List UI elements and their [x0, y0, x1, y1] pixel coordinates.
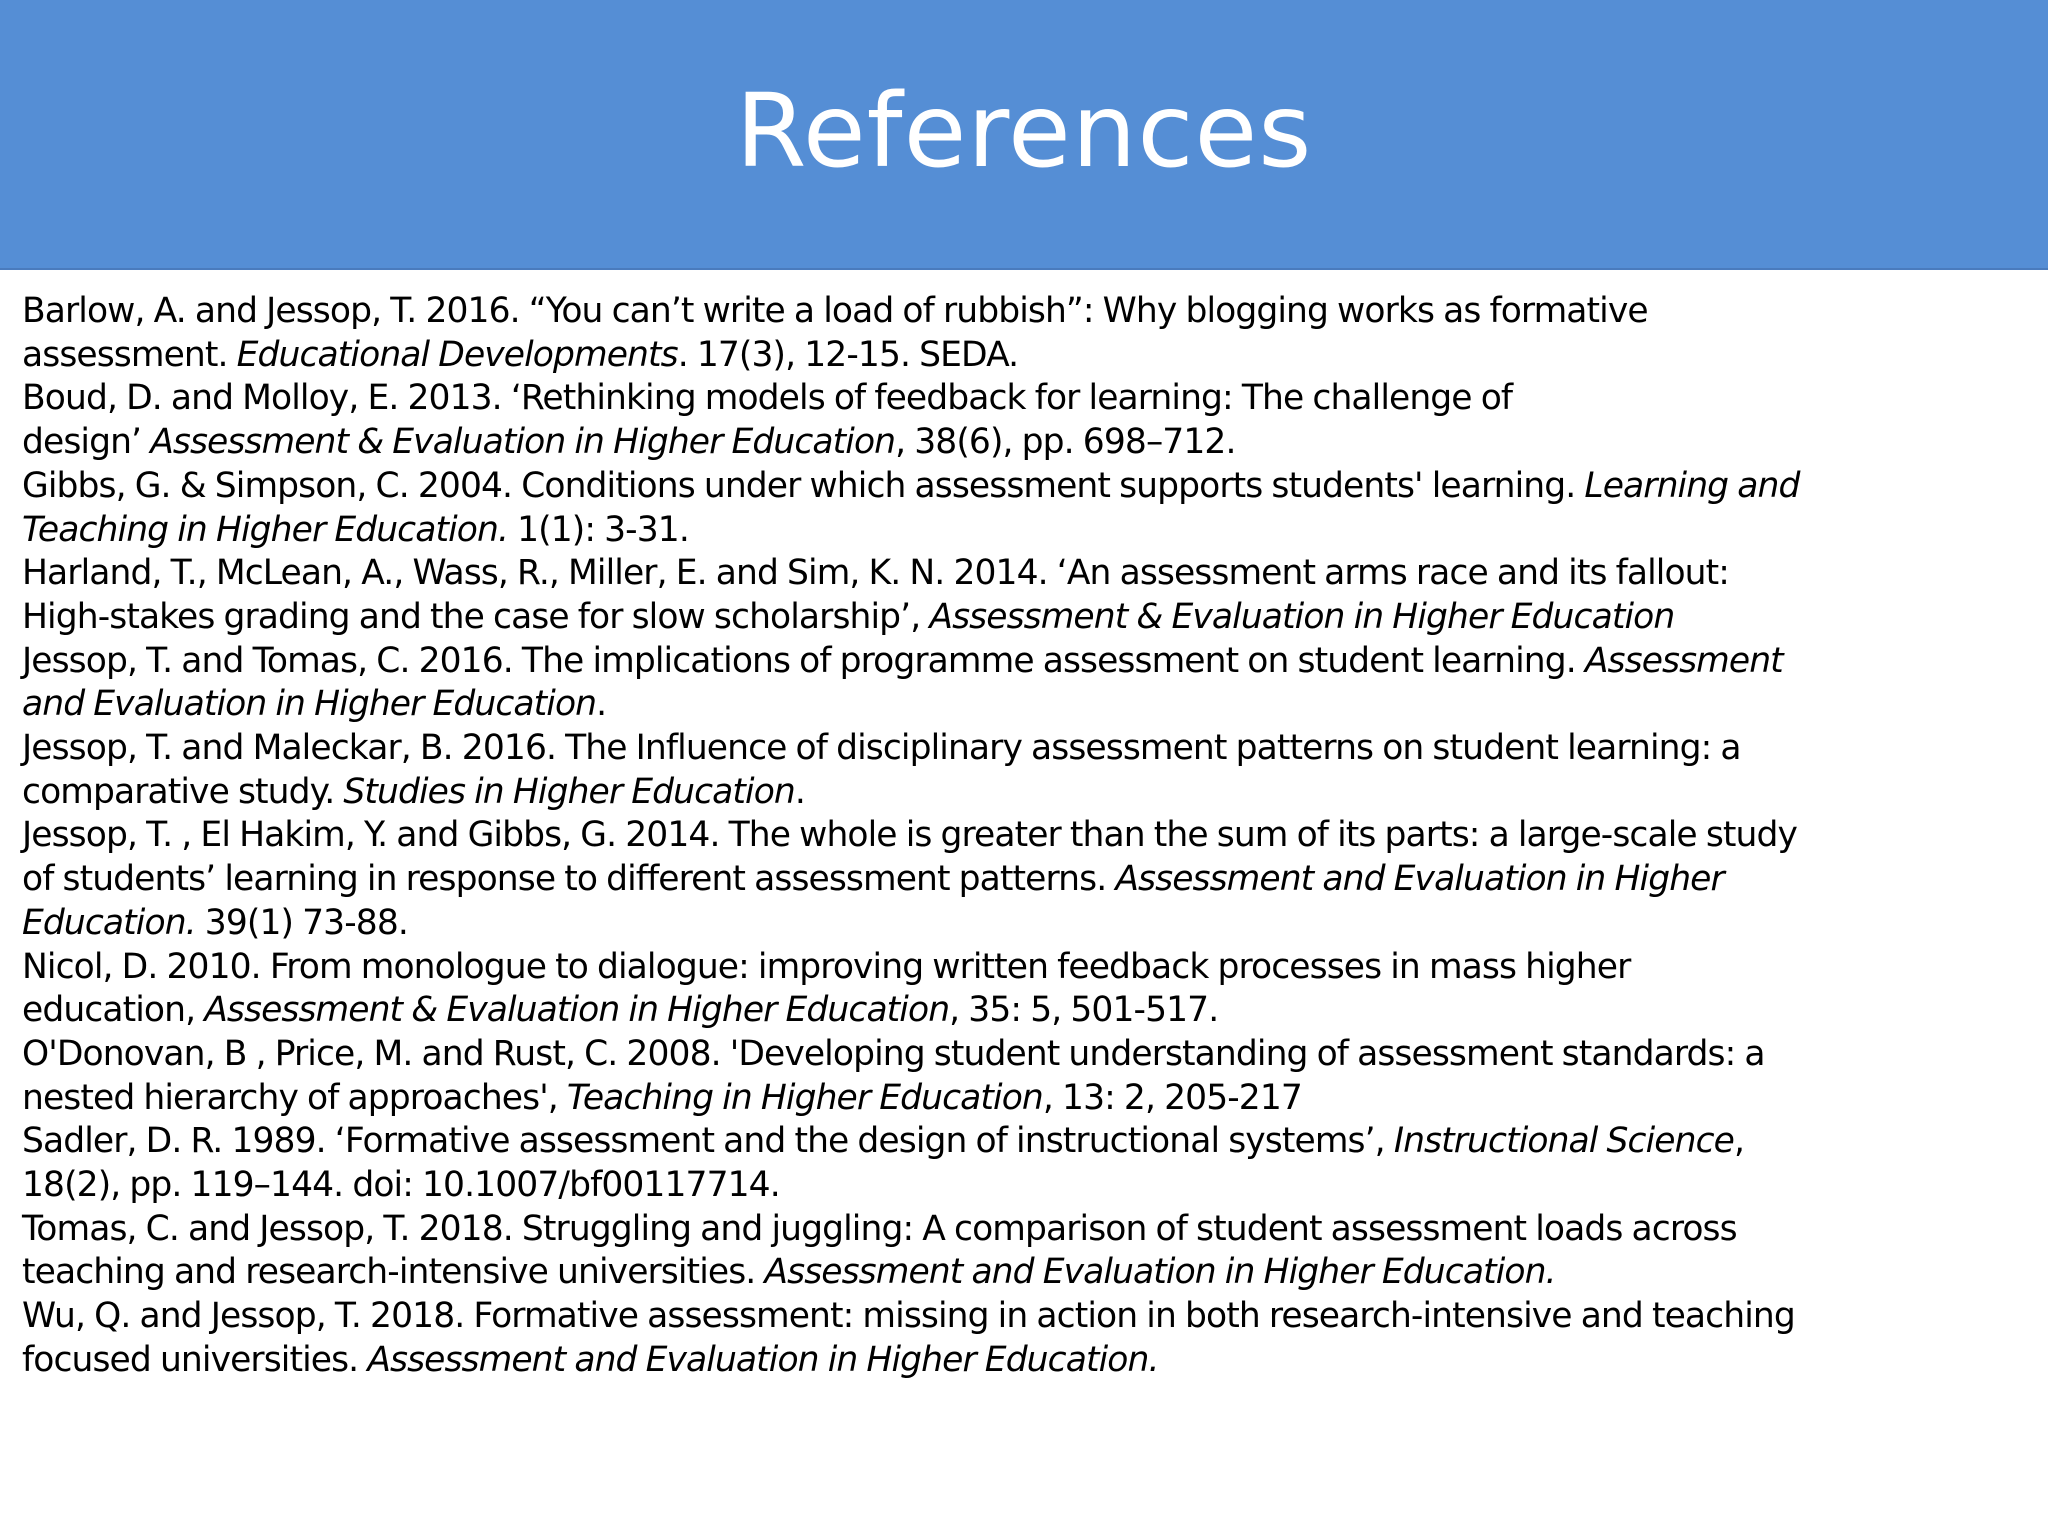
slide-title: References [735, 72, 1313, 191]
reference-text: comparative study. [22, 771, 344, 812]
reference-source-italic: Assessment and Evaluation in Higher Education. [764, 1252, 1556, 1293]
reference-entry [22, 377, 2022, 464]
reference-text: design’ [22, 422, 151, 463]
reference-text: 1(1): 3-31. [508, 509, 689, 550]
reference-entry [22, 727, 2022, 814]
reference-entry [22, 1295, 2022, 1382]
reference-entry [22, 814, 2022, 945]
reference-line [22, 334, 2022, 378]
reference-line [22, 946, 2022, 990]
reference-entry [22, 552, 2022, 639]
reference-source-italic: Assessment & Evaluation in Higher Education [204, 990, 950, 1031]
reference-text: Wu, Q. and Jessop, T. 2018. Formative assessment: missing in action in both research-intensive and teaching [22, 1296, 1795, 1337]
reference-line [22, 1120, 2022, 1164]
reference-text: Barlow, A. and Jessop, T. 2016. “You can’t write a load of rubbish”: Why blogging works as formative [22, 291, 1648, 331]
reference-text: , [1734, 1121, 1745, 1162]
reference-entry [22, 640, 2022, 727]
reference-text: . 17(3), 12-15. SEDA. [677, 334, 1019, 375]
reference-text: Gibbs, G. & Simpson, C. 2004. Conditions under which assessment supports students' learning. [22, 465, 1585, 506]
reference-list [22, 290, 2022, 1383]
reference-text: Nicol, D. 2010. From monologue to dialogue: improving written feedback processes in mass higher [22, 946, 1631, 987]
reference-source-italic: Assessment & Evaluation in Higher Education [929, 596, 1675, 637]
reference-source-italic: Educational Developments [236, 334, 678, 375]
reference-text: 39(1) 73-88. [195, 902, 408, 943]
reference-entry [22, 1120, 2022, 1207]
reference-text: O'Donovan, B , Price, M. and Rust, C. 2008. 'Developing student understanding of assessment standards: a [22, 1033, 1765, 1074]
reference-source-italic: Learning and [1584, 465, 1800, 506]
reference-line [22, 902, 2022, 946]
reference-line [22, 771, 2022, 815]
reference-line [22, 640, 2022, 684]
reference-text: Boud, D. and Molloy, E. 2013. ‘Rethinking models of feedback for learning: The challenge of [22, 378, 1513, 419]
reference-line [22, 377, 2022, 421]
reference-entry [22, 465, 2022, 552]
reference-source-italic: Studies in Higher Education [343, 771, 795, 812]
reference-line [22, 421, 2022, 465]
reference-line [22, 465, 2022, 509]
reference-line [22, 1339, 2022, 1383]
reference-source-italic: Instructional Science [1393, 1121, 1734, 1162]
reference-text: High-stakes grading and the case for slow scholarship’, [22, 596, 930, 637]
reference-text: 18(2), pp. 119–144. doi: 10.1007/bf00117714. [22, 1165, 780, 1206]
reference-line [22, 596, 2022, 640]
reference-text: Jessop, T. and Tomas, C. 2016. The implications of programme assessment on student learning. [22, 640, 1585, 681]
reference-entry [22, 1208, 2022, 1295]
reference-entry [22, 1033, 2022, 1120]
reference-text: nested hierarchy of approaches', [22, 1077, 567, 1118]
reference-line [22, 1295, 2022, 1339]
reference-text: . [794, 771, 805, 812]
reference-line [22, 290, 2022, 334]
reference-source-italic: Assessment [1584, 640, 1783, 681]
reference-text: Sadler, D. R. 1989. ‘Formative assessment and the design of instructional systems’, [22, 1121, 1394, 1162]
reference-text: . [596, 684, 607, 725]
reference-text: education, [22, 990, 205, 1031]
reference-text: focused universities. [22, 1339, 368, 1380]
reference-line [22, 1251, 2022, 1295]
reference-text: Harland, T., McLean, A., Wass, R., Miller, E. and Sim, K. N. 2014. ‘An assessment arms race and its fallout: [22, 553, 1729, 594]
reference-source-italic: Assessment and Evaluation in Higher Education. [367, 1339, 1159, 1380]
title-banner [0, 0, 2048, 270]
reference-line [22, 1164, 2022, 1208]
reference-line [22, 1208, 2022, 1252]
reference-source-italic: Assessment and Evaluation in Higher [1115, 859, 1724, 900]
reference-entry [22, 946, 2022, 1033]
reference-text: assessment. [22, 334, 237, 375]
reference-text: Tomas, C. and Jessop, T. 2018. Struggling and juggling: A comparison of student assessment loads across [22, 1208, 1737, 1249]
reference-line [22, 727, 2022, 771]
reference-line [22, 683, 2022, 727]
reference-text: of students’ learning in response to different assessment patterns. [22, 859, 1116, 900]
reference-line [22, 509, 2022, 553]
reference-line [22, 552, 2022, 596]
reference-line [22, 814, 2022, 858]
reference-entry [22, 290, 2022, 377]
reference-text: , 38(6), pp. 698–712. [895, 422, 1236, 463]
reference-source-italic: Education. [22, 902, 196, 943]
reference-text: , 13: 2, 205-217 [1042, 1077, 1302, 1118]
reference-line [22, 1033, 2022, 1077]
reference-text: Jessop, T. , El Hakim, Y. and Gibbs, G. 2014. The whole is greater than the sum of its parts: a large-scale study [22, 815, 1797, 856]
reference-source-italic: Teaching in Higher Education. [22, 509, 509, 550]
reference-text: teaching and research-intensive universities. [22, 1252, 765, 1293]
reference-line [22, 1077, 2022, 1121]
reference-line [22, 989, 2022, 1033]
reference-line [22, 858, 2022, 902]
reference-source-italic: Assessment & Evaluation in Higher Education [150, 422, 896, 463]
reference-text: , 35: 5, 501-517. [949, 990, 1219, 1031]
reference-source-italic: Teaching in Higher Education [566, 1077, 1043, 1118]
reference-text: Jessop, T. and Maleckar, B. 2016. The Influence of disciplinary assessment patterns on student learning: a [22, 728, 1741, 769]
reference-source-italic: and Evaluation in Higher Education [22, 684, 597, 725]
